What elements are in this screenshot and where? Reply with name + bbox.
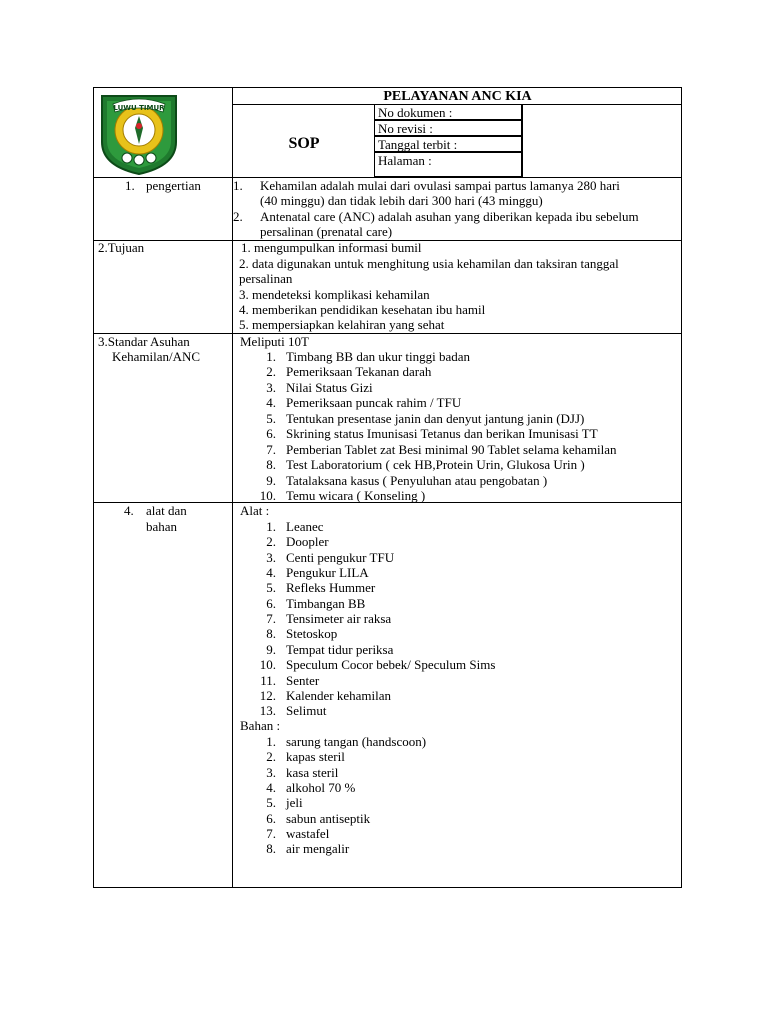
list-number: 5.	[266, 795, 276, 811]
list-number: 9.	[266, 641, 276, 657]
list-item: Pemeriksaan Tekanan darah	[286, 364, 432, 380]
list-item: 2. data digunakan untuk menghitung usia kehamilan dan taksiran tanggal	[239, 256, 619, 271]
list-number: 2.	[266, 364, 276, 380]
list-item: kasa steril	[286, 764, 339, 780]
list-item: Timbang BB dan ukur tinggi badan	[286, 349, 471, 364]
list-item: Senter	[286, 672, 320, 688]
meta-no-revisi	[374, 120, 522, 136]
sop-label: SOP	[288, 135, 320, 152]
list-item: Tentukan presentase janin dan denyut jantung janin (DJJ)	[286, 410, 585, 426]
list-number: 11.	[260, 672, 276, 688]
list-item: 5. mempersiapkan kelahiran yang sehat	[239, 317, 445, 332]
meta-tanggal-terbit	[374, 136, 522, 152]
label-number: 4.	[124, 503, 134, 518]
list-number: 7.	[266, 441, 276, 457]
list-item: Pengukur LILA	[286, 565, 369, 581]
list-number: 6.	[266, 810, 276, 826]
list-number: 1.	[266, 734, 276, 749]
list-item: Temu wicara ( Konseling )	[286, 488, 426, 504]
list-item: Speculum Cocor bebek/ Speculum Sims	[286, 657, 496, 673]
list-number: 2.	[266, 534, 276, 550]
list-item: Nilai Status Gizi	[286, 379, 373, 395]
list-number: 8.	[266, 841, 276, 857]
bahan-heading: Bahan :	[240, 718, 281, 733]
list-number: 7.	[266, 611, 276, 627]
list-item: Test Laboratorium ( cek HB,Protein Urin, Glukosa Urin )	[286, 457, 585, 473]
list-item: wastafel	[286, 825, 330, 841]
label-pengertian: pengertian	[146, 178, 201, 193]
list-number: 8.	[266, 626, 276, 642]
list-number: 13.	[259, 703, 276, 719]
list-item: 1. mengumpulkan informasi bumil	[241, 240, 422, 255]
meta-no-dokumen	[374, 104, 522, 120]
list-item: Pemberian Tablet zat Besi minimal 90 Tablet selama kehamilan	[286, 441, 617, 457]
meta-label: No dokumen :	[378, 105, 453, 120]
list-item: sarung tangan (handscoon)	[286, 734, 427, 749]
list-item: kapas steril	[286, 749, 345, 765]
list-number: 3.	[266, 379, 276, 395]
meta-label: Tanggal terbit :	[378, 137, 458, 152]
list-item: 4. memberikan pendidikan kesehatan ibu hamil	[239, 302, 486, 317]
list-number: 10.	[259, 488, 276, 504]
list-item: Pemeriksaan puncak rahim / TFU	[286, 395, 462, 411]
column-divider	[232, 87, 233, 888]
list-item: Kalender kehamilan	[286, 687, 392, 703]
list-item: Tempat tidur periksa	[286, 641, 394, 657]
list-number: 2.	[233, 209, 243, 224]
standar-intro: Meliputi 10T	[240, 334, 309, 349]
list-number: 5.	[266, 580, 276, 596]
list-number: 10.	[259, 657, 276, 673]
list-number: 4.	[266, 779, 276, 795]
list-number: 7.	[266, 825, 276, 841]
list-item: Stetoskop	[286, 626, 338, 642]
label-standar: 3.Standar Asuhan	[98, 334, 190, 349]
luwu-timur-emblem-icon	[99, 90, 179, 176]
meta-label: Halaman :	[378, 153, 432, 168]
list-number: 3.	[266, 764, 276, 780]
list-number: 12.	[259, 687, 276, 703]
label-alat-dan: alat dan	[146, 503, 187, 518]
list-item: jeli	[286, 795, 303, 811]
list-item: Selimut	[286, 703, 327, 719]
list-item-continued: (40 minggu) dan tidak lebih dari 300 hari (43 minggu)	[260, 193, 543, 208]
meta-halaman	[374, 152, 522, 177]
logo-lettering: LUWU TIMUR	[113, 104, 165, 112]
list-item: Refleks Hummer	[286, 580, 376, 596]
label-standar-continued: Kehamilan/ANC	[112, 349, 201, 364]
list-item: Doopler	[286, 534, 329, 550]
list-item-continued: persalinan	[239, 271, 293, 286]
list-number: 2.	[266, 749, 276, 765]
list-number: 6.	[266, 426, 276, 442]
list-number: 4.	[266, 395, 276, 411]
meta-label: No revisi :	[378, 121, 433, 136]
list-number: 8.	[266, 457, 276, 473]
list-number: 9.	[266, 472, 276, 488]
list-item: Tensimeter air raksa	[286, 611, 392, 627]
list-number: 3.	[266, 549, 276, 565]
list-item: alkohol 70 %	[286, 779, 356, 795]
list-item: air mengalir	[286, 841, 350, 857]
list-number: 1.	[266, 349, 276, 364]
list-number: 1.	[266, 519, 276, 534]
meta-box-right	[522, 104, 523, 177]
list-item: Leanec	[286, 519, 324, 534]
label-number: 1.	[125, 178, 135, 193]
list-item: Centi pengukur TFU	[286, 549, 395, 565]
list-item: Antenatal care (ANC) adalah asuhan yang diberikan kepada ibu sebelum	[260, 209, 639, 224]
list-item: Skrining status Imunisasi Tetanus dan berikan Imunisasi TT	[286, 426, 598, 442]
list-number: 1.	[233, 178, 243, 193]
list-item: Kehamilan adalah mulai dari ovulasi sampai partus lamanya 280 hari	[260, 178, 620, 193]
alat-heading: Alat :	[240, 503, 270, 518]
logo	[99, 90, 179, 176]
list-item-continued: persalinan (prenatal care)	[260, 224, 393, 239]
list-number: 6.	[266, 595, 276, 611]
list-item: 3. mendeteksi komplikasi kehamilan	[239, 287, 430, 302]
list-item: sabun antiseptik	[286, 810, 371, 826]
list-item: Timbangan BB	[286, 595, 366, 611]
label-bahan: bahan	[146, 519, 178, 534]
page-title: PELAYANAN ANC KIA	[383, 89, 532, 104]
label-tujuan: 2.Tujuan	[98, 240, 145, 255]
list-number: 5.	[266, 410, 276, 426]
list-number: 4.	[266, 565, 276, 581]
list-item: Tatalaksana kasus ( Penyuluhan atau pengobatan )	[286, 472, 548, 488]
